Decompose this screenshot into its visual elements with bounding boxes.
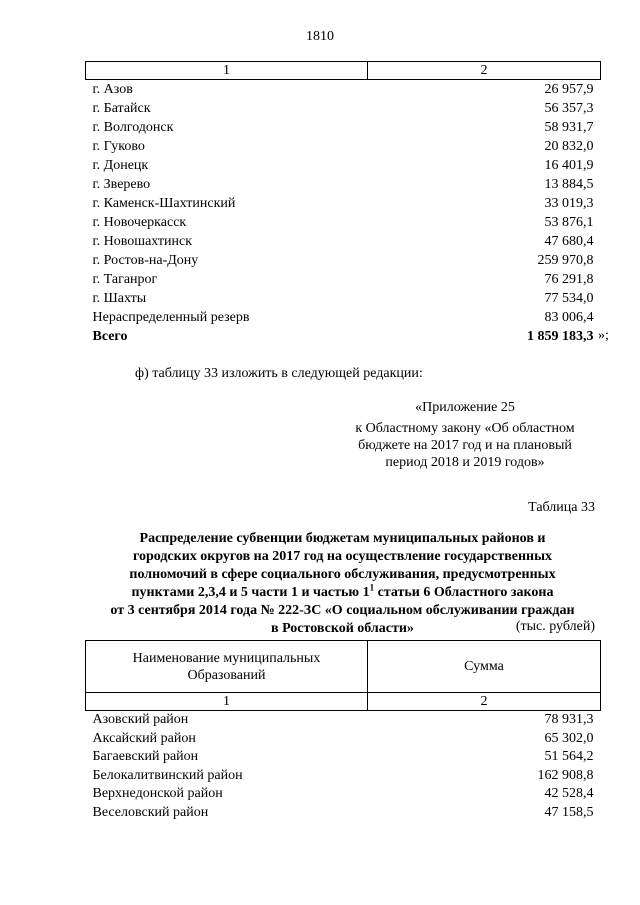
subvention-table	[85, 640, 601, 823]
row-name: Азовский район	[92, 712, 189, 727]
closing-quote: »;	[598, 328, 609, 343]
appendix-label: «Приложение 25	[415, 400, 515, 415]
column-number-row	[86, 62, 601, 80]
row-name: г. Каменск-Шахтинский	[92, 196, 236, 211]
row-value: 83 006,4	[544, 310, 594, 325]
table-row	[86, 270, 601, 289]
column-number: 1	[86, 62, 368, 80]
table-row	[86, 785, 601, 804]
table-row	[86, 711, 601, 730]
row-value: 16 401,9	[544, 158, 594, 173]
row-value: 259 970,8	[537, 253, 594, 268]
row-name: г. Зверево	[92, 177, 151, 192]
row-value: 77 534,0	[544, 291, 594, 306]
table-row	[86, 308, 601, 327]
table-row	[86, 175, 601, 194]
table-row	[86, 232, 601, 251]
row-name: г. Азов	[92, 82, 133, 97]
table-body	[86, 80, 601, 347]
row-name: Нераспределенный резерв	[92, 310, 250, 325]
page-number: 1810	[306, 29, 334, 44]
row-value: 56 357,3	[544, 101, 594, 116]
table-row	[86, 118, 601, 137]
title-line: в Ростовской области»	[271, 621, 414, 636]
row-name: Багаевский район	[92, 749, 199, 765]
table-row	[86, 251, 601, 270]
row-name: Аксайский район	[92, 730, 196, 746]
row-name: г. Донецк	[92, 158, 149, 173]
column-number-row	[86, 693, 601, 711]
title-text: статьи 6 Областного закона	[374, 585, 554, 600]
header-name	[86, 641, 368, 693]
row-name: г. Новошахтинск	[92, 234, 193, 249]
table-row	[86, 289, 601, 308]
column-number: 1	[86, 693, 368, 711]
table-row	[86, 99, 601, 118]
title-superscript: 1	[369, 582, 375, 593]
units-label: (тыс. рублей)	[515, 619, 595, 634]
row-value: 162 908,8	[537, 767, 594, 783]
row-value: 13 884,5	[544, 177, 594, 192]
appendix-reference-line: к Областному закону «Об областном	[355, 421, 575, 436]
row-name: г. Ростов-на-Дону	[92, 253, 199, 268]
appendix-reference-line: бюджете на 2017 год и на плановый	[358, 438, 572, 453]
row-value: 51 564,2	[544, 749, 594, 765]
allocation-table-continued	[85, 61, 601, 346]
total-row	[86, 327, 601, 346]
amendment-instruction: ф) таблицу 33 изложить в следующей редакции:	[135, 366, 423, 381]
row-value: 20 832,0	[544, 139, 594, 154]
header-name-line: Образований	[187, 667, 266, 683]
total-label: Всего	[92, 329, 128, 344]
row-value: 76 291,8	[544, 272, 594, 287]
title-line	[85, 584, 600, 602]
row-value: 78 931,3	[544, 712, 594, 727]
row-name: г. Гуково	[92, 139, 145, 154]
row-value: 33 019,3	[544, 196, 594, 211]
total-value: 1 859 183,3	[527, 329, 594, 344]
table-row	[86, 730, 601, 749]
table-row	[86, 80, 601, 100]
table-row	[86, 137, 601, 156]
table-body	[86, 711, 601, 823]
row-value: 53 876,1	[544, 215, 594, 230]
table-row	[86, 194, 601, 213]
column-number: 2	[368, 693, 601, 711]
row-value: 65 302,0	[544, 730, 594, 746]
table-row	[86, 748, 601, 767]
table-row	[86, 804, 601, 823]
row-name: г. Шахты	[92, 291, 147, 306]
row-value: 42 528,4	[544, 786, 594, 802]
row-name: Веселовский район	[92, 804, 209, 820]
row-name: Белокалитвинский район	[92, 767, 243, 783]
column-number: 2	[368, 62, 601, 80]
title-text: пунктами 2,3,4 и 5 части 1 и частью 1	[131, 585, 370, 600]
row-value: 58 931,7	[544, 120, 594, 135]
title-line: Распределение субвенции бюджетам муниципальных районов и	[139, 531, 546, 546]
header-row	[86, 641, 601, 693]
title-line: полномочий в сфере социального обслуживания, предусмотренных	[129, 567, 556, 582]
table-number: Таблица 33	[528, 500, 595, 515]
appendix-reference	[330, 420, 600, 471]
row-name: г. Новочеркасск	[92, 215, 187, 230]
title-line: от 3 сентября 2014 года № 222-ЗС «О социальном обслуживании граждан	[110, 603, 575, 618]
title-line: городских округов на 2017 год на осуществление государственных	[132, 549, 553, 564]
row-value: 47 680,4	[544, 234, 594, 249]
row-value: 47 158,5	[544, 804, 594, 820]
header-name-line: Наименование муниципальных	[132, 650, 321, 666]
table-row	[86, 767, 601, 786]
table-row	[86, 213, 601, 232]
row-name: г. Батайск	[92, 101, 151, 116]
row-name: г. Волгодонск	[92, 120, 174, 135]
header-sum: Сумма	[368, 641, 601, 693]
appendix-reference-line: период 2018 и 2019 годов»	[385, 455, 545, 470]
table-row	[86, 156, 601, 175]
row-name: г. Таганрог	[92, 272, 158, 287]
row-value: 26 957,9	[544, 82, 594, 97]
row-name: Верхнедонской район	[92, 786, 223, 802]
